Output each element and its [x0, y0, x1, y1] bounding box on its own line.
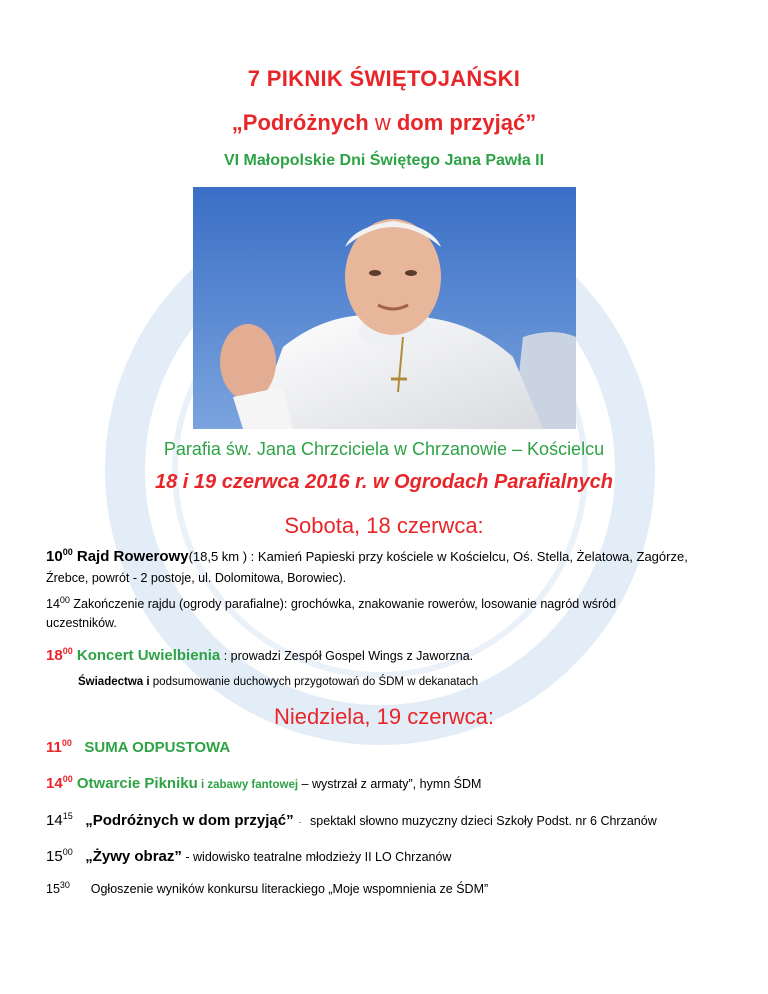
- sunday-heading: Niedziela, 19 czerwca:: [273, 704, 495, 729]
- date-location: 18 i 19 czerwca 2016 r. w Ogrodach Parafialnych: [154, 471, 614, 493]
- time-minute: 00: [59, 594, 70, 605]
- time-hour: 18: [46, 647, 63, 664]
- subtitle-part2: w: [368, 110, 397, 135]
- pope-photo: [193, 187, 576, 429]
- time-hour: 15: [46, 848, 63, 865]
- item-text: - widowisko teatralne młodzieży II LO Chrzanów: [181, 850, 452, 864]
- sunday-item-living-picture: [46, 848, 736, 865]
- subtitle-part3: dom przyjąć”: [396, 110, 537, 135]
- item-title: „Podróżnych w dom przyjąć”: [72, 812, 294, 829]
- sunday-item-performance: [46, 812, 736, 829]
- item-text: – wystrzał z armaty”, hymn ŚDM: [298, 777, 482, 791]
- item-title: Otwarcie Pikniku: [72, 775, 198, 792]
- saturday-item-concert: [46, 647, 736, 664]
- time-hour: 11: [46, 739, 62, 756]
- time-minute: 00: [61, 738, 72, 748]
- time-hour: 15: [46, 882, 60, 896]
- parish-name: Parafia św. Jana Chrzciciela w Chrzanowie – Kościelcu: [163, 439, 605, 459]
- saturday-item-rally-end: [46, 594, 736, 611]
- sunday-item-picnic-opening: [46, 775, 736, 792]
- saturday-item-bike-rally-cont: Źrebce, powrót - 2 postoje, ul. Dolomitowa, Borowiec).: [46, 571, 347, 585]
- item-title: Rajd Rowerowy: [72, 548, 189, 565]
- saturday-heading: Sobota, 18 czerwca:: [284, 513, 484, 538]
- time-hour: 14: [46, 812, 63, 829]
- time-minute: 00: [62, 547, 73, 557]
- subtitle-part1: „Podróżnych: [231, 110, 369, 135]
- event-series: VI Małopolskie Dni Świętego Jana Pawła II: [223, 152, 545, 169]
- time-hour: 14: [46, 775, 63, 792]
- item-text: spektakl słowno muzyczny dzieci Szkoły Podst. nr 6 Chrzanów: [306, 814, 657, 828]
- item-title: Koncert Uwielbienia: [72, 647, 221, 664]
- saturday-item-bike-rally: [46, 548, 736, 565]
- saturday-item-rally-end-cont: uczestników.: [46, 616, 117, 630]
- time-minute: 00: [62, 646, 73, 656]
- event-title: 7 PIKNIK ŚWIĘTOJAŃSKI: [247, 66, 521, 91]
- item-bold: Świadectwa i: [78, 676, 150, 688]
- item-green-note: i zabawy fantowej: [197, 779, 299, 791]
- time-minute: 15: [62, 811, 73, 821]
- time-hour: 14: [46, 597, 60, 611]
- item-text: Ogłoszenie wyników konkursu literackiego „Moje wspomnienia ze ŚDM”: [69, 882, 489, 896]
- item-dot: ·: [293, 817, 307, 827]
- sunday-item-contest-results: [46, 879, 736, 896]
- sunday-item-mass: [46, 739, 736, 756]
- item-text: (18,5 km ) : Kamień Papieski przy kościele w Kościelcu, Oś. Stella, Żelatowa, Zagórze,: [188, 549, 688, 564]
- event-subtitle: [0, 110, 768, 136]
- item-title: SUMA ODPUSTOWA: [71, 739, 231, 756]
- time-minute: 00: [62, 774, 73, 784]
- item-text: Zakończenie rajdu (ogrody parafialne): grochówka, znakowanie rowerów, losowanie nagród wśród: [69, 597, 617, 611]
- item-title: „Żywy obraz”: [72, 848, 182, 865]
- item-text: podsumowanie duchowych przygotowań do ŚDM w dekanatach: [149, 676, 479, 688]
- item-text: : prowadzi Zespół Gospel Wings z Jaworzna.: [220, 649, 474, 663]
- time-minute: 30: [59, 879, 70, 890]
- time-hour: 10: [46, 548, 63, 565]
- saturday-item-testimonies: [78, 676, 768, 688]
- time-minute: 00: [62, 847, 73, 857]
